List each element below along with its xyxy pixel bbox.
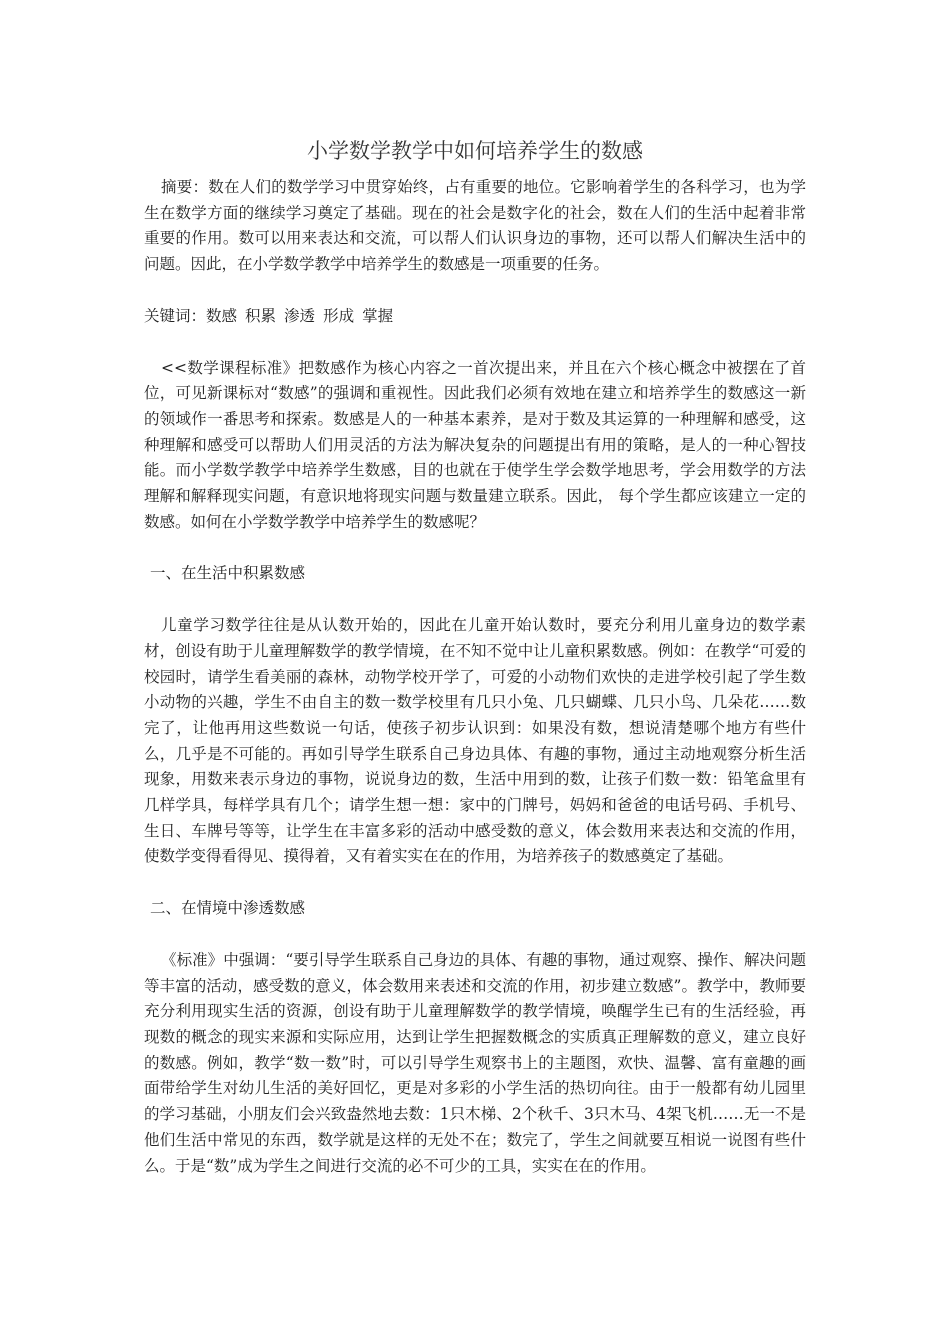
document-title: 小学数学教学中如何培养学生的数感	[307, 139, 643, 163]
section-body-2: 《标准》中强调：“要引导学生联系自己身边的具体、有趣的事物，通过观察、操作、解决问题等丰富的活动，感受数的意义，体会数用来表述和交流的作用，初步建立数感”。教学中，教师要充分利用现实生活的资源，创设有助于儿童理解数学的教学情境，唤醒学生已有的生活经验，再现数的概念的现实来源和实际应用，达到让学生把握数概念的实质真正理解数的意义，建立良好的数感。例如，教学“数一数”时，可以引导学生观察书上的主题图，欢快、温馨、富有童趣的画面带给学生对幼儿生活的美好回忆，更是对多彩的小学生活的热切向往。由于一般都有幼儿园里的学习基础，小朋友们会兴致盎然地去数：1只木梯、2个秋千、3只木马、4架飞机……无一不是他们生活中常见的东西，数学就是这样的无处不在；数完了，学生之间就要互相说一说图有些什么。于是“数”成为学生之间进行交流的必不可少的工具，实实在在的作用。	[144, 950, 806, 1175]
keyword: 数感	[206, 306, 238, 325]
intro-paragraph: <<数学课程标准》把数感作为核心内容之一首次提出来，并且在六个核心概念中被摆在了首位，可见新课标对“数感”的强调和重视性。因此我们必须有效地在建立和培养学生的数感这一新的领域作一番思考和探索。数感是人的一种基本素养，是对于数及其运算的一种理解和感受，这种理解和感受可以帮助人们用灵活的方法为解决复杂的问题提出有用的策略，是人的一种心智技能。而小学数学教学中培养学生数感，目的也就在于使学生学会数学地思考，学会用数学的方法理解和解释现实问题，有意识地将现实问题与数量建立联系。因此， 每个学生都应该建立一定的数感。如何在小学数学教学中培养学生的数感呢？	[144, 358, 806, 531]
section-body-1: 儿童学习数学往往是从认数开始的，因此在儿童开始认数时，要充分利用儿童身边的数学素材，创设有助于儿童理解数学的教学情境，在不知不觉中让儿童积累数感。例如：在教学“可爱的校园时，请学生看美丽的森林，动物学校开学了，可爱的小动物们欢快的走进学校引起了学生数小动物的兴趣，学生不由自主的数一数学校里有几只小兔、几只蝴蝶、几只小鸟、几朵花……数完了，让他再用这些数说一句话，使孩子初步认识到：如果没有数，想说清楚哪个地方有些什么，几乎是不可能的。再如引导学生联系自己身边具体、有趣的事物，通过主动地观察分析生活现象，用数来表示身边的事物，说说身边的数，生活中用到的数，让孩子们数一数：铅笔盒里有几样学具，每样学具有几个；请学生想一想：家中的门牌号，妈妈和爸爸的电话号码、手机号、生日、车牌号等等，让学生在丰富多彩的活动中感受数的意义，体会数用来表达和交流的作用，使数学变得看得见、摸得着，又有着实实在在的作用，为培养孩子的数感奠定了基础。	[144, 616, 806, 866]
keyword: 积累	[245, 306, 277, 325]
section-heading-1: 一、在生活中积累数感	[150, 564, 306, 583]
section-heading-2: 二、在情境中渗透数感	[150, 899, 306, 918]
keywords-line	[144, 304, 806, 330]
abstract-paragraph: 摘要：数在人们的数学学习中贯穿始终，占有重要的地位。它影响着学生的各科学习，也为学生在数学方面的继续学习奠定了基础。现在的社会是数字化的社会，数在人们的生活中起着非常重要的作用。数可以用来表达和交流，可以帮人们认识身边的事物，还可以帮人们解决生活中的问题。因此，在小学数学教学中培养学生的数感是一项重要的任务。	[144, 178, 806, 274]
keyword: 渗透	[284, 306, 316, 325]
document-body	[144, 175, 806, 1179]
keywords-label: 关键词：	[144, 306, 207, 325]
keyword: 形成	[323, 306, 355, 325]
keyword: 掌握	[362, 306, 394, 325]
